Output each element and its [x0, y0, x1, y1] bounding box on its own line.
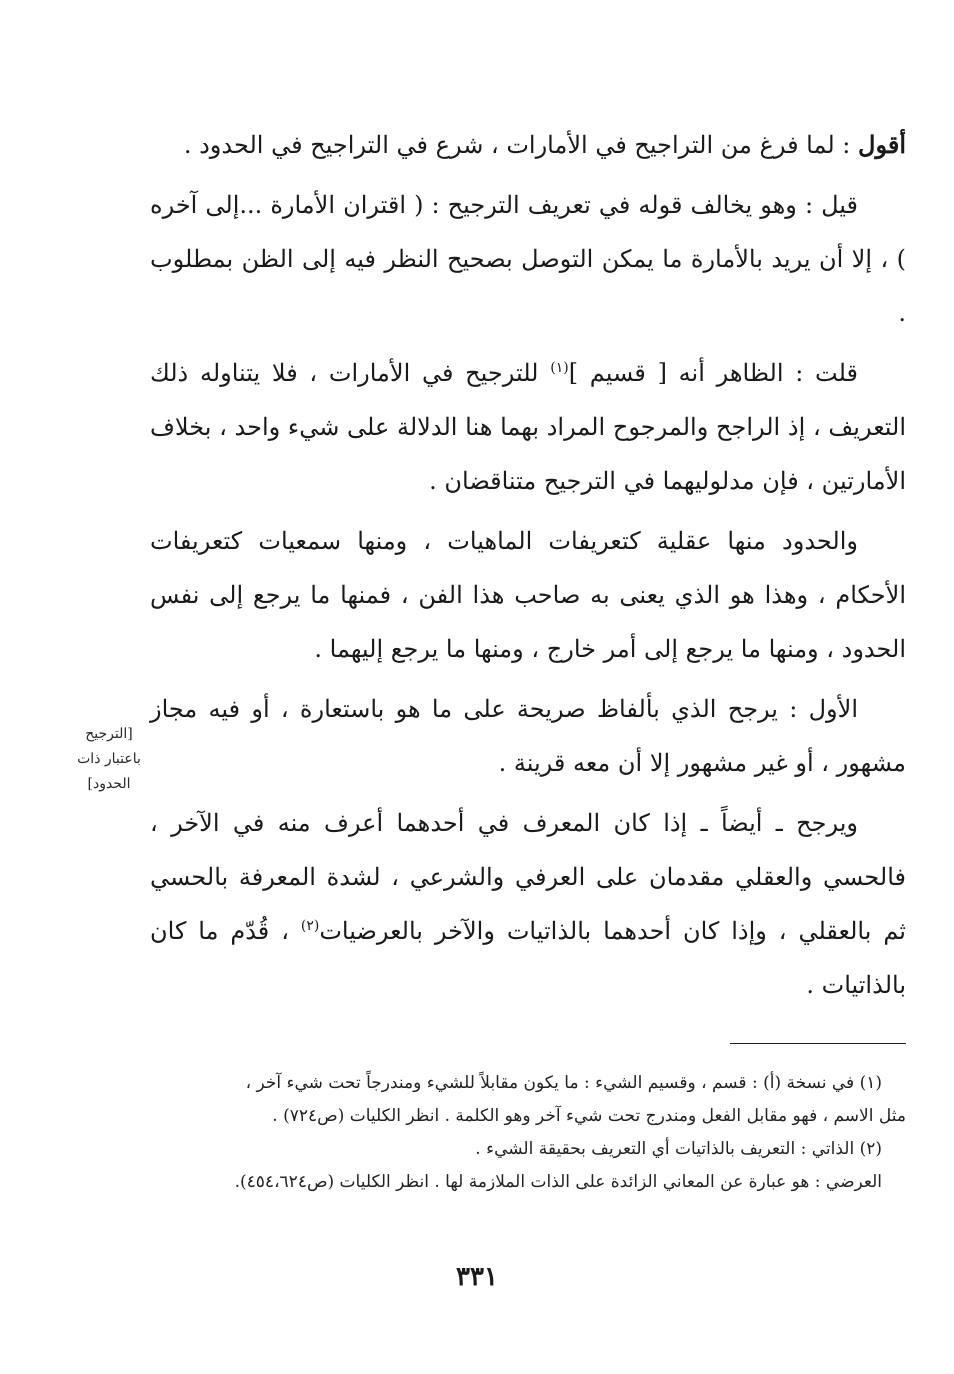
footnote-1-line-2: مثل الاسم ، فهو مقابل الفعل ومندرج تحت شيء آخر وهو الكلمة . انظر الكليات (ص٧٢٤) . — [272, 1106, 906, 1126]
margin-note-line-2: باعتبار ذات — [77, 751, 141, 767]
page-number: ٣٣١ — [456, 1262, 498, 1292]
footnote-2-line-2: العرضي : هو عبارة عن المعاني الزائدة على الذات الملازمة لها . انظر الكليات (ص٤٥٤،٦٢٤). — [234, 1172, 882, 1192]
footnote-ref-1: (١) — [550, 360, 569, 376]
footnote-1-line-1: (١) في نسخة (أ) : قسم ، وقسيم الشيء : ما يكون مقابلاً للشيء ومندرجاً تحت شيء آخر ، — [245, 1073, 882, 1093]
footnotes-section — [160, 1067, 906, 1199]
footnote-separator — [730, 1043, 906, 1044]
lead-word-aqul: أقول — [858, 130, 906, 159]
paragraph-6-text-end: ، قُدّم ما كان بالذاتيات . — [150, 917, 906, 999]
footnote-2-line-1: (٢) الذاتي : التعريف بالذاتيات أي التعريف بحقيقة الشيء . — [475, 1139, 882, 1159]
paragraph-4: والحدود منها عقلية كتعريفات الماهيات ، ومنها سمعيات كتعريفات الأحكام ، وهذا هو الذي يعنى به صاحب هذا الفن ، فمنها ما يرجع إلى نفس الحدود ، ومنها ما يرجع إلى أمر خارج ، ومنها ما يرجع إليهما . — [150, 527, 906, 663]
paragraph-6 — [150, 796, 906, 1012]
paragraph-5: الأول : يرجح الذي بألفاظ صريحة على ما هو باستعارة ، أو فيه مجاز مشهور ، أو غير مشهور إلا أن معه قرينة . — [150, 695, 906, 777]
paragraph-2: قيل : وهو يخالف قوله في تعريف الترجيح : ( اقتران الأمارة ...إلى آخره ) ، إلا أن يريد بالأمارة ما يمكن التوصل بصحيح النظر فيه إلى الظن بمطلوب . — [150, 191, 907, 327]
paragraph-3 — [150, 346, 906, 508]
main-text-body — [150, 118, 906, 1018]
margin-heading-note — [70, 722, 148, 797]
paragraph-3-text-start: قلت : الظاهر أنه [ قسيم ] — [568, 359, 858, 387]
paragraph-6-text-start: ويرجح ـ أيضاً ـ إذا كان المعرف في أحدهما أعرف منه في الآخر ، فالحسي والعقلي مقدمان على العرفي والشرعي ، لشدة المعرفة بالحسي ثم بالعقلي ، وإذا كان أحدهما بالذاتيات والآخر بالعرضيات — [150, 809, 906, 945]
margin-note-line-3: الحدود] — [87, 776, 131, 792]
margin-note-line-1: [الترجيح — [85, 726, 133, 742]
paragraph-1-text: : لما فرغ من التراجيح في الأمارات ، شرع في التراجيح في الحدود . — [183, 131, 859, 159]
footnote-ref-2: (٢) — [300, 918, 320, 934]
paragraph-1 — [150, 118, 906, 172]
paragraph-3-text-end: للترجيح في الأمارات ، فلا يتناوله ذلك التعريف ، إذ الراجح والمرجوح المراد بهما هنا الدلالة على شيء واحد ، بخلاف الأمارتين ، فإن مدلوليهما في الترجيح متناقضان . — [150, 359, 906, 495]
